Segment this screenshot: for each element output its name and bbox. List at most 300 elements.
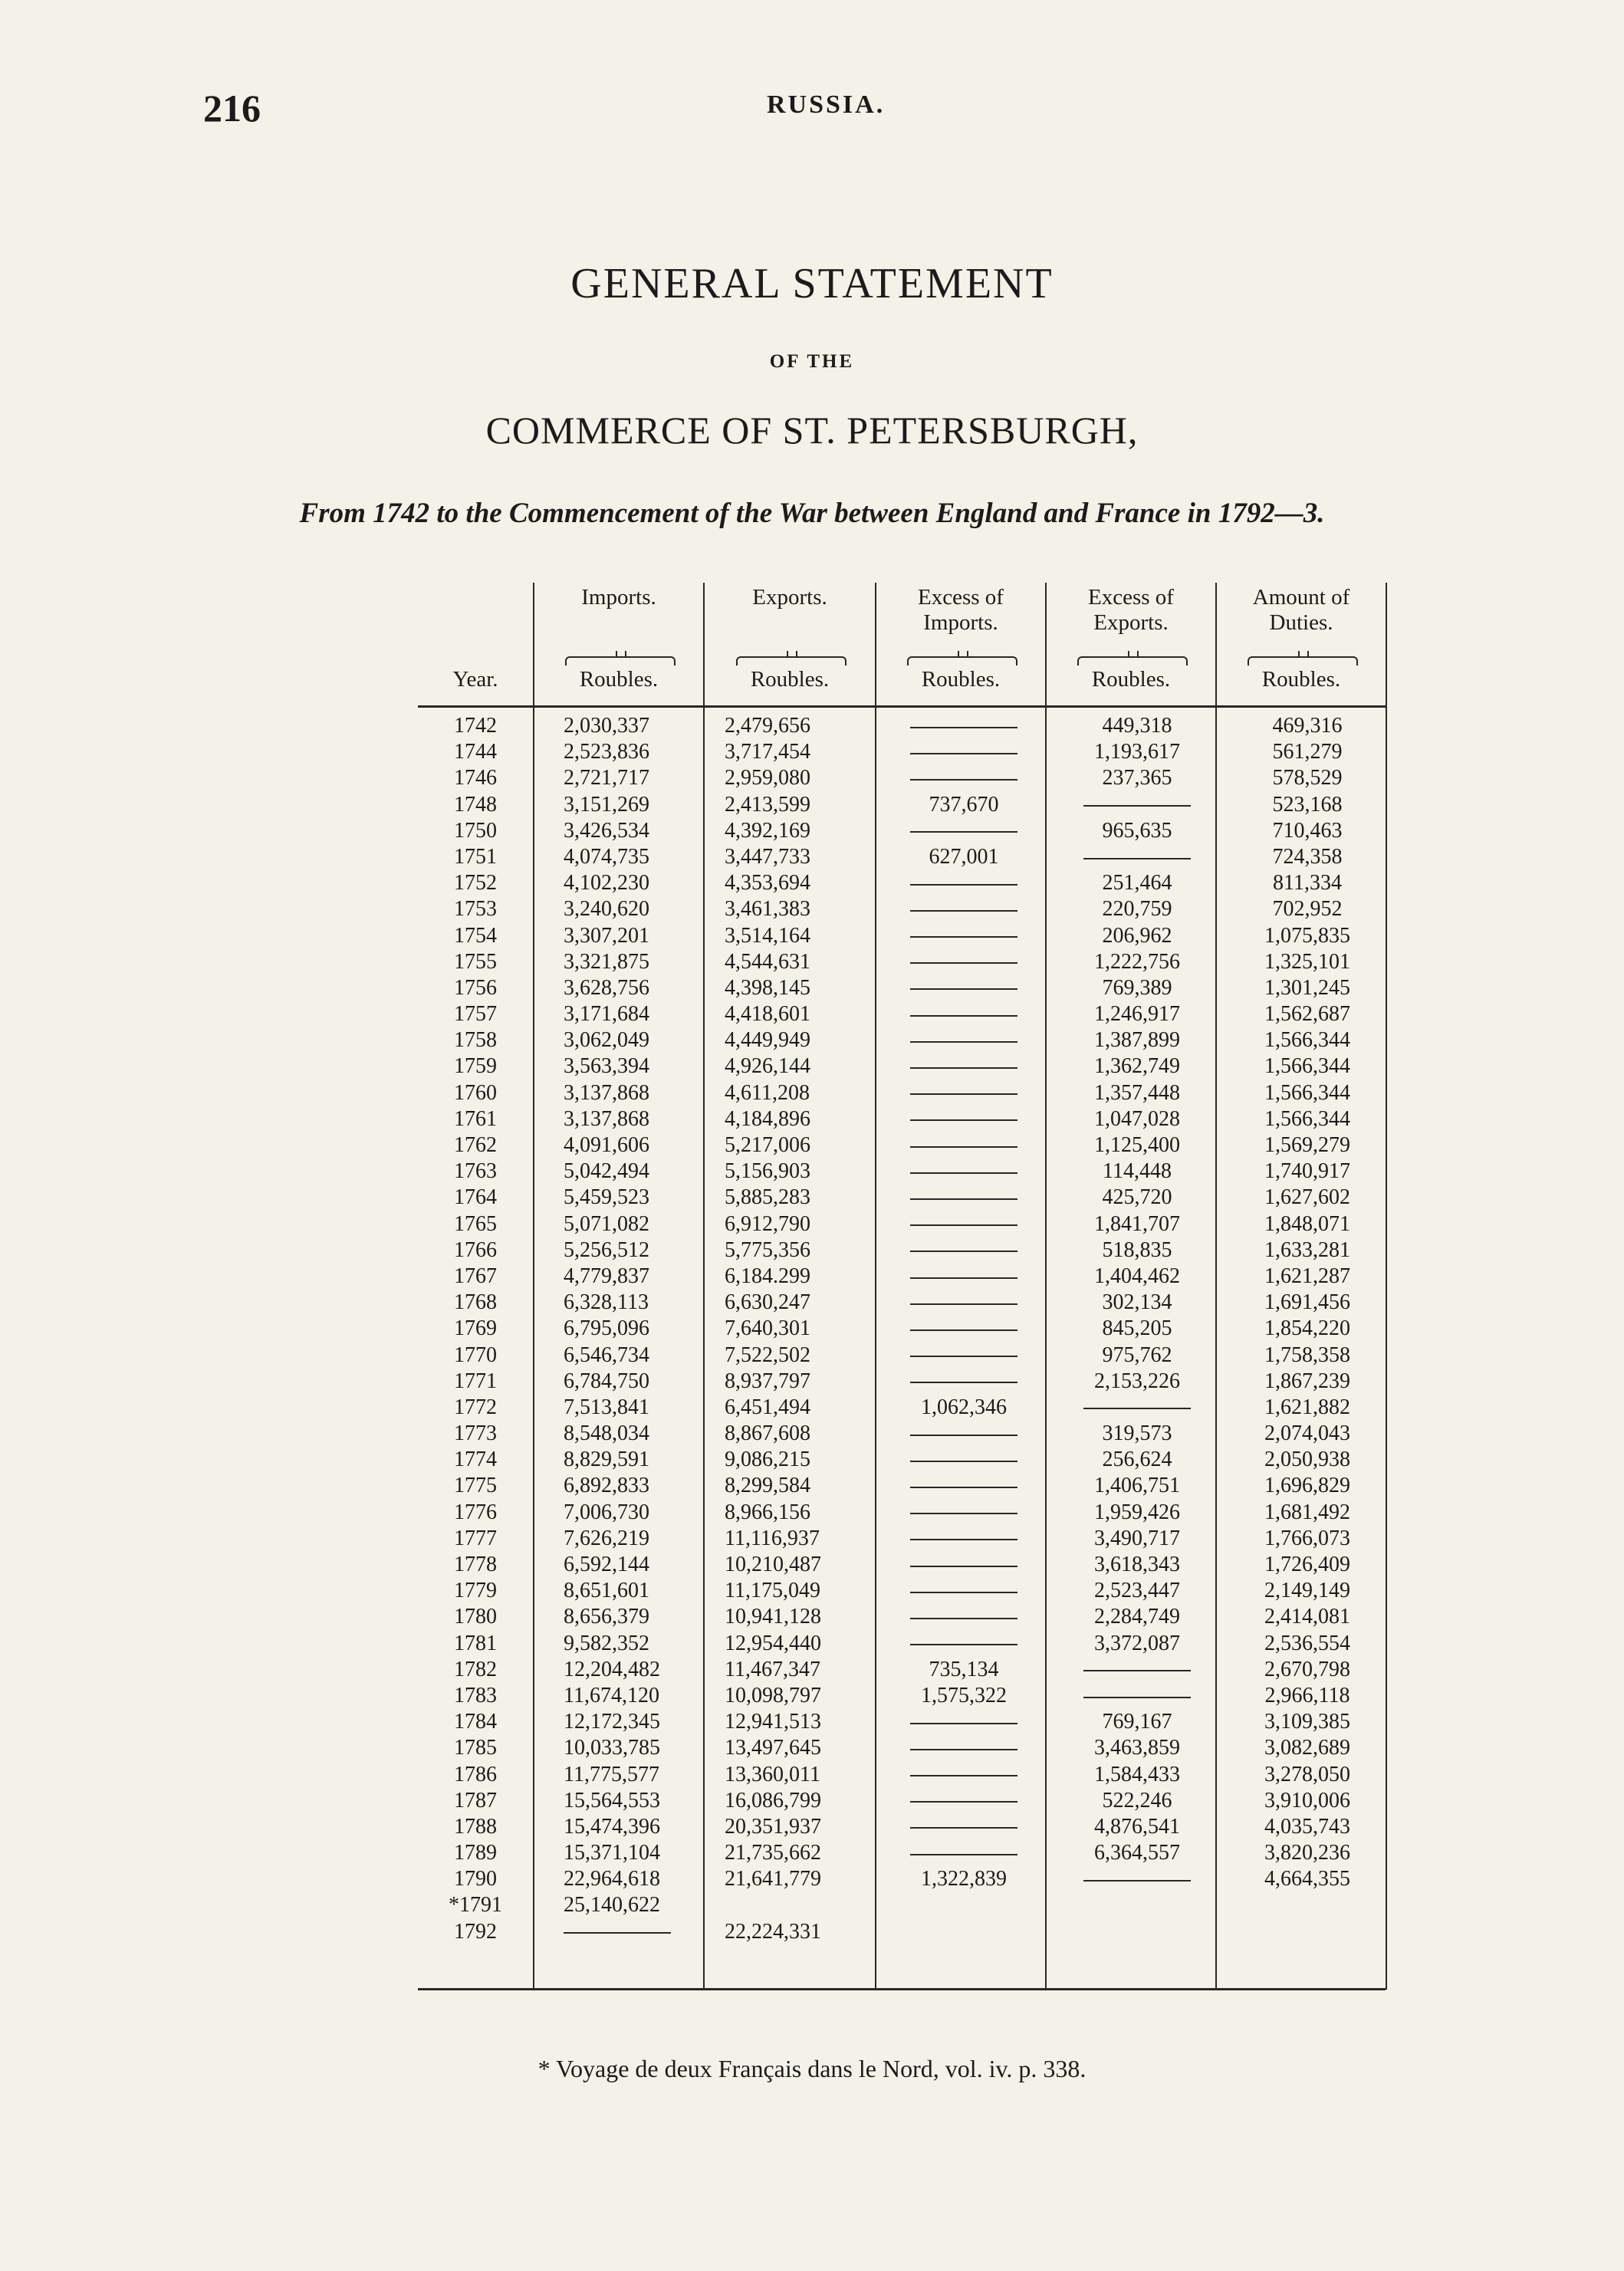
excess-imports-cell xyxy=(887,1788,1040,1814)
table-row xyxy=(418,1211,1386,1237)
duties-cell: 1,566,344 xyxy=(1264,1028,1350,1053)
duties-cell: 702,952 xyxy=(1272,897,1343,922)
table-row xyxy=(418,1709,1386,1735)
excess-imports-cell xyxy=(887,1264,1040,1290)
imports-cell: 7,006,730 xyxy=(564,1500,649,1524)
year-cell: 1785 xyxy=(454,1736,497,1760)
duties-cell: 3,820,236 xyxy=(1264,1841,1350,1865)
duties-cell: 1,562,687 xyxy=(1264,1002,1350,1027)
imports-cell: 6,328,113 xyxy=(564,1290,649,1315)
table-row xyxy=(418,975,1386,1001)
imports-cell: 3,151,269 xyxy=(564,792,649,817)
excess-imports-cell xyxy=(887,1369,1040,1395)
header-imports xyxy=(534,583,703,705)
exports-cell: 3,461,383 xyxy=(725,897,810,922)
exports-cell: 13,497,645 xyxy=(725,1736,821,1760)
nil-dash xyxy=(564,1932,671,1934)
imports-cell: 22,964,618 xyxy=(564,1867,660,1891)
excess-exports-cell: 1,406,751 xyxy=(1094,1474,1180,1498)
nil-dash xyxy=(910,1749,1017,1750)
exports-cell: 6,630,247 xyxy=(725,1290,810,1315)
year-cell: 1767 xyxy=(454,1264,497,1288)
year-cell: 1769 xyxy=(454,1316,497,1341)
nil-dash xyxy=(1083,1697,1191,1698)
nil-dash xyxy=(910,1382,1017,1383)
duties-cell: 523,168 xyxy=(1272,792,1343,817)
duties-cell: 4,664,355 xyxy=(1264,1867,1350,1891)
table-row xyxy=(418,1657,1386,1683)
imports-cell: 5,071,082 xyxy=(564,1211,649,1236)
brace-mark xyxy=(736,656,847,666)
nil-dash xyxy=(910,753,1017,754)
excess-imports-cell xyxy=(887,818,1040,844)
year-cell: 1764 xyxy=(454,1185,497,1210)
excess-exports-cell xyxy=(1060,1866,1214,1892)
imports-cell: 5,459,523 xyxy=(564,1185,649,1210)
duties-cell: 2,149,149 xyxy=(1264,1579,1350,1603)
excess-exports-cell: 6,364,557 xyxy=(1094,1841,1180,1865)
excess-exports-cell: 3,372,087 xyxy=(1094,1631,1180,1655)
header-duties-unit: Roubles. xyxy=(1261,667,1341,692)
duties-cell: 2,074,043 xyxy=(1264,1421,1350,1446)
nil-dash xyxy=(910,1303,1017,1305)
imports-cell: 6,892,833 xyxy=(564,1474,649,1498)
table-row xyxy=(418,1080,1386,1106)
brace-mark xyxy=(907,656,1017,666)
table-row xyxy=(418,765,1386,791)
exports-cell: 7,522,502 xyxy=(725,1343,810,1367)
table-row xyxy=(418,1421,1386,1447)
table-row xyxy=(418,713,1386,739)
excess-imports-cell xyxy=(887,1132,1040,1159)
excess-imports-cell xyxy=(887,1631,1040,1657)
imports-cell: 25,140,622 xyxy=(564,1893,660,1918)
nil-dash xyxy=(910,1146,1017,1148)
header-imports-title: Imports. xyxy=(581,585,656,610)
excess-exports-cell: 1,246,917 xyxy=(1094,1002,1180,1027)
year-cell: 1781 xyxy=(454,1631,497,1655)
year-cell: 1757 xyxy=(454,1002,497,1027)
exports-cell: 4,184,896 xyxy=(725,1106,810,1131)
imports-cell xyxy=(564,1919,709,1945)
excess-imports-cell xyxy=(887,1290,1040,1316)
imports-cell: 3,307,201 xyxy=(564,923,649,948)
header-excess-imports xyxy=(876,583,1045,705)
header-exports-title: Exports. xyxy=(752,585,827,610)
duties-cell: 1,696,829 xyxy=(1264,1474,1350,1498)
table-row xyxy=(418,1814,1386,1840)
imports-cell: 3,563,394 xyxy=(564,1054,649,1079)
duties-cell: 1,566,344 xyxy=(1264,1054,1350,1079)
duties-cell: 1,301,245 xyxy=(1264,975,1350,1000)
excess-imports-cell xyxy=(887,1762,1040,1788)
nil-dash xyxy=(910,1461,1017,1462)
excess-imports-cell xyxy=(887,1447,1040,1473)
table-row xyxy=(418,1604,1386,1630)
excess-exports-cell: 3,490,717 xyxy=(1094,1526,1180,1550)
year-cell: 1773 xyxy=(454,1421,497,1446)
header-imports-unit: Roubles. xyxy=(579,667,659,692)
excess-imports-cell xyxy=(887,1421,1040,1447)
nil-dash xyxy=(910,831,1017,833)
year-cell: 1771 xyxy=(454,1369,497,1393)
excess-imports-cell: 1,575,322 xyxy=(921,1683,1007,1707)
excess-imports-cell xyxy=(887,1316,1040,1342)
page-number: 216 xyxy=(203,87,261,130)
table-row xyxy=(418,1500,1386,1526)
imports-cell: 3,321,875 xyxy=(564,949,649,974)
imports-cell: 4,102,230 xyxy=(564,871,649,896)
duties-cell: 1,633,281 xyxy=(1264,1237,1350,1262)
duties-cell: 1,566,344 xyxy=(1264,1080,1350,1105)
imports-cell: 15,564,553 xyxy=(564,1788,660,1813)
excess-exports-cell: 769,389 xyxy=(1102,975,1172,1000)
nil-dash xyxy=(1083,805,1191,807)
excess-imports-cell xyxy=(887,1735,1040,1761)
header-exports-unit: Roubles. xyxy=(750,667,830,692)
year-cell: 1746 xyxy=(454,766,497,790)
year-cell: 1752 xyxy=(454,871,497,896)
excess-imports-cell xyxy=(887,1106,1040,1132)
year-cell: 1779 xyxy=(454,1579,497,1603)
exports-cell: 6,184.299 xyxy=(725,1264,810,1288)
footnote: * Voyage de deux Français dans le Nord, vol. iv. p. 338. xyxy=(537,2055,1087,2082)
imports-cell: 10,033,785 xyxy=(564,1736,660,1760)
nil-dash xyxy=(910,1435,1017,1436)
exports-cell: 3,717,454 xyxy=(725,740,810,764)
excess-exports-cell xyxy=(1060,844,1214,870)
excess-exports-cell: 449,318 xyxy=(1102,714,1172,738)
excess-imports-cell xyxy=(887,765,1040,791)
imports-cell: 7,513,841 xyxy=(564,1395,649,1419)
title-date-range: From 1742 to the Commencement of the War between England and France in 1792—3. xyxy=(299,498,1325,529)
excess-exports-cell: 1,362,749 xyxy=(1094,1054,1180,1079)
excess-imports-cell xyxy=(887,1185,1040,1211)
excess-exports-cell xyxy=(1060,1683,1214,1709)
table-row xyxy=(418,1552,1386,1578)
table-row xyxy=(418,1919,1386,1945)
excess-exports-cell: 319,573 xyxy=(1102,1421,1172,1446)
excess-exports-cell: 206,962 xyxy=(1102,923,1172,948)
exports-cell: 11,116,937 xyxy=(725,1526,820,1550)
year-cell: 1790 xyxy=(454,1867,497,1891)
duties-cell: 1,726,409 xyxy=(1264,1553,1350,1576)
exports-cell: 13,360,011 xyxy=(725,1762,820,1786)
excess-exports-cell: 2,284,749 xyxy=(1094,1605,1180,1629)
imports-cell: 3,171,684 xyxy=(564,1002,649,1027)
imports-cell: 7,626,219 xyxy=(564,1526,649,1550)
table-row xyxy=(418,1159,1386,1185)
year-cell: 1786 xyxy=(454,1762,497,1786)
excess-imports-cell xyxy=(887,1211,1040,1237)
table-row xyxy=(418,1369,1386,1395)
nil-dash xyxy=(910,1015,1017,1017)
table-row xyxy=(418,1762,1386,1788)
excess-exports-cell: 3,463,859 xyxy=(1094,1736,1180,1760)
imports-cell: 2,523,836 xyxy=(564,740,649,764)
exports-cell: 16,086,799 xyxy=(725,1788,821,1813)
duties-cell: 1,566,344 xyxy=(1264,1106,1350,1131)
exports-cell: 8,966,156 xyxy=(725,1500,810,1524)
page-subtitle: COMMERCE OF ST. PETERSBURGH, xyxy=(485,409,1139,452)
exports-cell: 21,641,779 xyxy=(725,1867,821,1891)
year-cell: 1775 xyxy=(454,1474,497,1498)
imports-cell: 3,240,620 xyxy=(564,897,649,922)
duties-cell: 1,758,358 xyxy=(1264,1343,1350,1367)
nil-dash xyxy=(910,1539,1017,1540)
table-row xyxy=(418,896,1386,922)
exports-cell: 3,447,733 xyxy=(725,844,810,869)
exports-cell: 21,735,662 xyxy=(725,1841,821,1865)
exports-cell: 10,098,797 xyxy=(725,1683,821,1707)
year-cell: 1760 xyxy=(454,1080,497,1105)
table-body xyxy=(418,713,1386,1945)
nil-dash xyxy=(910,1487,1017,1488)
excess-imports-cell xyxy=(887,923,1040,949)
imports-cell: 8,651,601 xyxy=(564,1579,649,1603)
year-cell: 1784 xyxy=(454,1710,497,1734)
duties-cell: 3,278,050 xyxy=(1264,1762,1350,1786)
header-excess-exports-unit: Roubles. xyxy=(1091,667,1171,692)
header-year: Year. xyxy=(452,667,498,692)
year-cell: 1777 xyxy=(454,1526,497,1550)
table-row xyxy=(418,844,1386,870)
imports-cell: 5,256,512 xyxy=(564,1237,649,1262)
nil-dash xyxy=(910,988,1017,990)
nil-dash xyxy=(910,1277,1017,1279)
duties-cell: 1,621,287 xyxy=(1264,1264,1350,1288)
page-title: GENERAL STATEMENT xyxy=(570,260,1054,307)
excess-exports-cell: 769,167 xyxy=(1102,1710,1172,1734)
imports-cell: 12,204,482 xyxy=(564,1657,660,1681)
excess-exports-cell xyxy=(1060,792,1214,818)
year-cell: 1755 xyxy=(454,949,497,974)
title-connector: OF THE xyxy=(769,351,855,372)
excess-imports-cell xyxy=(887,1473,1040,1499)
year-cell: 1788 xyxy=(454,1814,497,1839)
table-row xyxy=(418,1395,1386,1421)
header-duties-title: Amount of Duties. xyxy=(1252,585,1350,635)
excess-exports-cell: 1,387,899 xyxy=(1094,1028,1180,1053)
running-head: RUSSIA. xyxy=(767,90,886,119)
duties-cell: 1,691,456 xyxy=(1264,1290,1350,1315)
nil-dash xyxy=(910,1592,1017,1593)
duties-cell: 811,334 xyxy=(1273,871,1342,896)
imports-cell: 3,062,049 xyxy=(564,1028,649,1053)
excess-imports-cell: 735,134 xyxy=(929,1657,999,1681)
duties-cell: 3,082,689 xyxy=(1264,1736,1350,1760)
nil-dash xyxy=(910,1224,1017,1226)
nil-dash xyxy=(910,727,1017,728)
exports-cell: 4,611,208 xyxy=(725,1080,810,1105)
exports-cell: 2,959,080 xyxy=(725,766,810,790)
excess-exports-cell: 256,624 xyxy=(1102,1448,1172,1472)
exports-cell: 2,413,599 xyxy=(725,792,810,817)
year-cell: *1791 xyxy=(449,1893,502,1918)
table-row xyxy=(418,1892,1386,1918)
exports-cell: 6,451,494 xyxy=(725,1395,810,1419)
nil-dash xyxy=(910,1356,1017,1357)
table-row xyxy=(418,1788,1386,1814)
header-excess-imports-unit: Roubles. xyxy=(921,667,1001,692)
excess-exports-cell: 518,835 xyxy=(1102,1237,1172,1262)
nil-dash xyxy=(910,1251,1017,1252)
table-row xyxy=(418,1027,1386,1053)
imports-cell: 8,829,591 xyxy=(564,1448,649,1472)
year-cell: 1742 xyxy=(454,714,497,738)
excess-imports-cell xyxy=(887,975,1040,1001)
table-row xyxy=(418,1840,1386,1866)
imports-cell: 3,628,756 xyxy=(564,975,649,1000)
excess-imports-cell xyxy=(887,896,1040,922)
exports-cell: 5,775,356 xyxy=(725,1237,810,1262)
excess-exports-cell: 1,047,028 xyxy=(1094,1106,1180,1131)
nil-dash xyxy=(910,1775,1017,1776)
table-bottom-rule xyxy=(418,1988,1386,1990)
year-cell: 1792 xyxy=(454,1919,497,1944)
table-row xyxy=(418,1473,1386,1499)
excess-exports-cell: 4,876,541 xyxy=(1094,1814,1180,1839)
excess-exports-cell: 251,464 xyxy=(1102,871,1172,896)
imports-cell: 15,371,104 xyxy=(564,1841,660,1865)
year-cell: 1754 xyxy=(454,923,497,948)
excess-imports-cell xyxy=(887,1001,1040,1027)
header-rule xyxy=(418,705,1386,708)
exports-cell: 12,954,440 xyxy=(725,1631,821,1655)
exports-cell: 22,224,331 xyxy=(725,1919,821,1944)
nil-dash xyxy=(1083,858,1191,859)
nil-dash xyxy=(910,1644,1017,1645)
nil-dash xyxy=(910,1067,1017,1069)
duties-cell: 1,740,917 xyxy=(1264,1159,1350,1184)
duties-cell: 469,316 xyxy=(1272,714,1343,738)
imports-cell: 6,795,096 xyxy=(564,1316,649,1341)
year-cell: 1780 xyxy=(454,1605,497,1629)
duties-cell: 1,075,835 xyxy=(1264,923,1350,948)
year-cell: 1789 xyxy=(454,1841,497,1865)
exports-cell: 11,467,347 xyxy=(725,1657,820,1681)
excess-imports-cell xyxy=(887,1578,1040,1604)
excess-exports-cell: 522,246 xyxy=(1102,1788,1172,1813)
duties-cell: 1,766,073 xyxy=(1264,1526,1350,1550)
year-cell: 1774 xyxy=(454,1448,497,1472)
imports-cell: 3,137,868 xyxy=(564,1080,649,1105)
duties-cell: 2,670,798 xyxy=(1264,1657,1350,1681)
nil-dash xyxy=(910,1801,1017,1803)
duties-cell: 2,050,938 xyxy=(1264,1448,1350,1472)
nil-dash xyxy=(910,1093,1017,1095)
excess-exports-cell: 2,153,226 xyxy=(1094,1369,1180,1393)
excess-imports-cell: 1,062,346 xyxy=(921,1395,1007,1419)
year-cell: 1758 xyxy=(454,1028,497,1053)
nil-dash xyxy=(910,1198,1017,1200)
excess-imports-cell xyxy=(887,1500,1040,1526)
commerce-table xyxy=(418,583,1386,1990)
nil-dash xyxy=(910,936,1017,938)
excess-exports-cell: 2,523,447 xyxy=(1094,1579,1180,1603)
duties-cell: 3,109,385 xyxy=(1264,1710,1350,1734)
nil-dash xyxy=(1083,1408,1191,1409)
exports-cell: 4,398,145 xyxy=(725,975,810,1000)
excess-exports-cell: 3,618,343 xyxy=(1094,1553,1180,1576)
duties-cell: 1,627,602 xyxy=(1264,1185,1350,1210)
nil-dash xyxy=(910,1513,1017,1514)
duties-cell: 1,681,492 xyxy=(1264,1500,1350,1524)
exports-cell: 5,217,006 xyxy=(725,1133,810,1157)
imports-cell: 15,474,396 xyxy=(564,1814,660,1839)
exports-cell: 4,353,694 xyxy=(725,871,810,896)
imports-cell: 11,775,577 xyxy=(564,1762,659,1786)
table-row xyxy=(418,1343,1386,1369)
table-row xyxy=(418,1001,1386,1027)
excess-imports-cell xyxy=(887,949,1040,975)
year-cell: 1759 xyxy=(454,1054,497,1079)
imports-cell: 11,674,120 xyxy=(564,1683,659,1707)
excess-imports-cell xyxy=(887,870,1040,896)
excess-exports-cell xyxy=(1060,1657,1214,1683)
year-cell: 1762 xyxy=(454,1133,497,1157)
year-cell: 1766 xyxy=(454,1237,497,1262)
duties-cell: 724,358 xyxy=(1272,844,1343,869)
excess-exports-cell: 1,404,462 xyxy=(1094,1264,1180,1288)
imports-cell: 2,030,337 xyxy=(564,714,649,738)
excess-imports-cell xyxy=(887,1840,1040,1866)
excess-exports-cell: 1,841,707 xyxy=(1094,1211,1180,1236)
excess-imports-cell xyxy=(887,1552,1040,1578)
excess-exports-cell xyxy=(1060,1395,1214,1421)
excess-imports-cell xyxy=(887,1053,1040,1080)
imports-cell: 6,546,734 xyxy=(564,1343,649,1367)
table-row xyxy=(418,1132,1386,1159)
imports-cell: 5,042,494 xyxy=(564,1159,649,1184)
exports-cell: 9,086,215 xyxy=(725,1448,810,1472)
imports-cell: 6,784,750 xyxy=(564,1369,649,1393)
nil-dash xyxy=(910,1119,1017,1121)
duties-cell: 1,621,882 xyxy=(1264,1395,1350,1419)
year-cell: 1776 xyxy=(454,1500,497,1524)
excess-exports-cell: 1,357,448 xyxy=(1094,1080,1180,1105)
year-cell: 1751 xyxy=(454,844,497,869)
nil-dash xyxy=(1083,1670,1191,1671)
brace-mark xyxy=(1248,656,1358,666)
imports-cell: 4,091,606 xyxy=(564,1133,649,1157)
excess-imports-cell xyxy=(887,713,1040,739)
table-row xyxy=(418,1185,1386,1211)
exports-cell: 2,479,656 xyxy=(725,714,810,738)
excess-exports-cell: 965,635 xyxy=(1102,818,1172,843)
exports-cell: 4,449,949 xyxy=(725,1028,810,1053)
imports-cell: 8,548,034 xyxy=(564,1421,649,1446)
year-cell: 1772 xyxy=(454,1395,497,1419)
year-cell: 1765 xyxy=(454,1211,497,1236)
exports-cell: 20,351,937 xyxy=(725,1814,821,1839)
year-cell: 1782 xyxy=(454,1657,497,1681)
nil-dash xyxy=(910,1329,1017,1331)
excess-exports-cell: 1,193,617 xyxy=(1094,740,1180,764)
excess-imports-cell xyxy=(887,1027,1040,1053)
year-cell: 1778 xyxy=(454,1553,497,1576)
imports-cell: 3,137,868 xyxy=(564,1106,649,1131)
nil-dash xyxy=(910,1566,1017,1567)
header-duties xyxy=(1217,583,1386,705)
nil-dash xyxy=(910,1723,1017,1724)
nil-dash xyxy=(910,1827,1017,1829)
duties-cell: 2,536,554 xyxy=(1264,1631,1350,1655)
imports-cell: 12,172,345 xyxy=(564,1710,660,1734)
excess-exports-cell: 114,448 xyxy=(1103,1159,1172,1184)
nil-dash xyxy=(910,1172,1017,1174)
table-row xyxy=(418,1053,1386,1080)
